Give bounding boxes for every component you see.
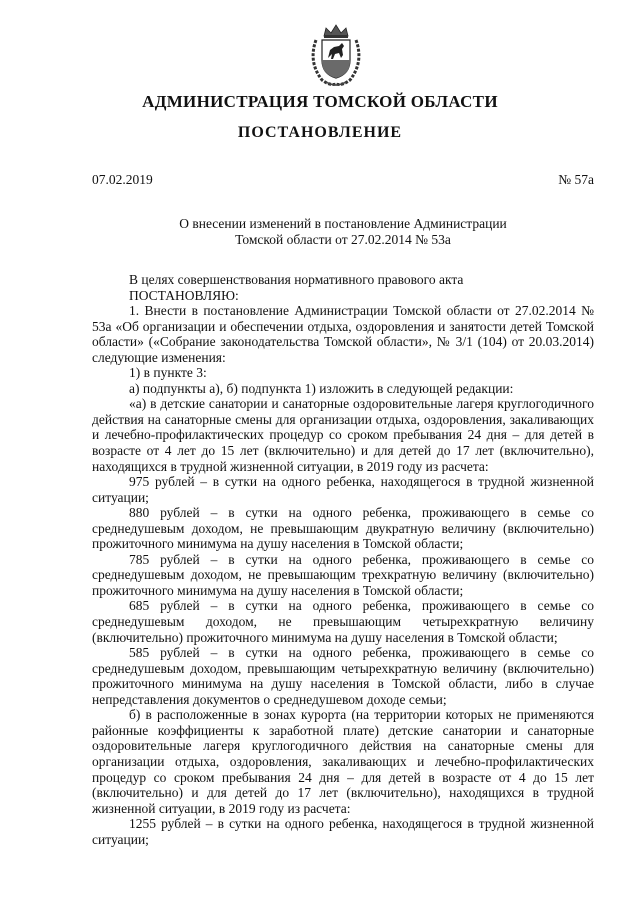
- document-number: № 57а: [558, 172, 594, 187]
- document-type: ПОСТАНОВЛЕНИЕ: [237, 124, 403, 141]
- organization-title: АДМИНИСТРАЦИЯ ТОМСКОЙ ОБЛАСТИ: [142, 92, 498, 111]
- document-body: [92, 272, 594, 847]
- paragraph: 685 рублей – в сутки на одного ребенка, проживающего в семье со среднедушевым доходом, не превышающим четырехкратную величину (включительно) прожиточного минимума на душу населения в Томской области;: [92, 598, 594, 645]
- paragraph: 880 рублей – в сутки на одного ребенка, проживающего в семье со среднедушевым доходом, не превышающим двукратную величину (включительно) прожиточного минимума на душу населения в Томской области;: [92, 505, 594, 552]
- paragraph: 585 рублей – в сутки на одного ребенка, проживающего в семье со среднедушевым доходом, превышающим четырехкратную величину (включительно) прожиточного минимума на душу населения в Томской области, либо в случае непредставления документов о среднедушевом доходе семьи;: [92, 645, 594, 707]
- paragraph: 1255 рублей – в сутки на одного ребенка, находящегося в трудной жизненной ситуации;: [92, 816, 594, 847]
- document-meta: [92, 172, 594, 188]
- paragraph: 1) в пункте 3:: [129, 365, 207, 381]
- paragraph: 785 рублей – в сутки на одного ребенка, проживающего в семье со среднедушевым доходом, не превышающим трехкратную величину (включительно) прожиточного минимума на душу населения в Томской области;: [92, 551, 594, 598]
- subject-line: Томской области от 27.02.2014 № 53а: [235, 232, 451, 247]
- document-subject: [92, 216, 594, 248]
- paragraph: «а) в детские санатории и санаторные оздоровительные лагеря круглогодичного действия на санаторные смены для организации отдыха, оздоровления, закаливающих и лечебно-профилактических процедур со сроком пребывания 24 дня – для детей в возрасте от 4 лет до 15 лет (включительно) и для детей до 17 лет (включительно), находящихся в трудной жизненной ситуации, в 2019 году из расчета:: [92, 396, 594, 474]
- paragraph: 1. Внести в постановление Администрации Томской области от 27.02.2014 № 53а «Об организации и обеспечении отдыха, оздоровления и занятости детей Томской области» («Собрание законодательства Томской области», № 3/1 (104) от 20.03.2014) следующие изменения:: [92, 303, 594, 365]
- coat-of-arms-icon: [306, 22, 366, 88]
- subject-line: О внесении изменений в постановление Администрации: [179, 216, 507, 231]
- paragraph: а) подпункты а), б) подпункта 1) изложить в следующей редакции:: [129, 380, 514, 396]
- preamble: В целях совершенствования нормативного правового акта: [129, 272, 464, 287]
- paragraph: 975 рублей – в сутки на одного ребенка, находящегося в трудной жизненной ситуации;: [92, 474, 594, 505]
- decree-word: ПОСТАНОВЛЯЮ:: [129, 287, 239, 303]
- paragraph: б) в расположенные в зонах курорта (на территории которых не применяются районные коэффициенты к заработной плате) детские санатории и санаторные оздоровительные лагеря круглогодичного действия на санаторные смены для организации отдыха, оздоровления, закаливающих и лечебно-профилактических процедур со сроком пребывания 24 дня – для детей в возрасте от 4 до 15 лет (включительно) и для детей до 17 лет (включительно), находящихся в трудной жизненной ситуации, в 2019 году из расчета:: [92, 707, 594, 816]
- document-date: 07.02.2019: [92, 172, 153, 187]
